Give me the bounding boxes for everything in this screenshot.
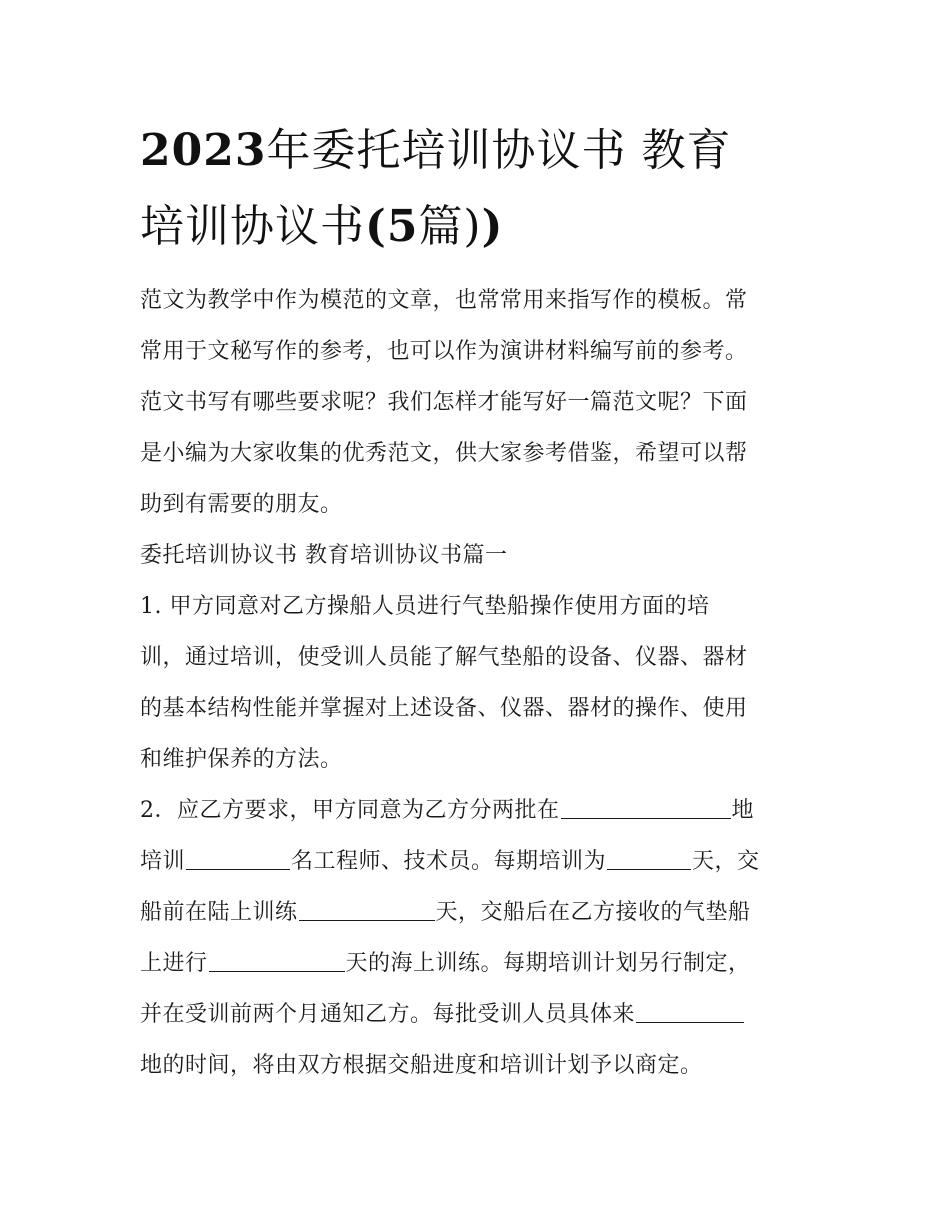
fill-blank-arrival — [636, 992, 744, 1023]
clause2-text: 船前在陆上训练 — [140, 900, 298, 925]
clause2-line: 地的时间，将由双方根据交船进度和培训计划予以商定。 — [140, 1053, 703, 1078]
document-title — [140, 113, 820, 265]
clause2-line — [140, 938, 820, 989]
intro-line: 助到有需要的朋友。 — [140, 492, 343, 517]
fill-blank-count — [186, 839, 290, 870]
clause2-text: 天，交船后在乙方接收的气垫船 — [435, 900, 751, 925]
clause2-text: 天的海上训练。每期培训计划另行制定， — [345, 951, 751, 976]
clause2-line — [140, 836, 820, 887]
clause2-line — [140, 785, 820, 836]
title-close-paren: ) — [481, 201, 504, 252]
intro-line: 范文为教学中作为模范的文章，也常常用来指写作的模板。常 — [140, 288, 748, 313]
section-heading: 委托培训协议书 教育培训协议书篇一 — [140, 543, 508, 568]
clause2-text: 培训 — [140, 849, 186, 874]
intro-line: 常用于文秘写作的参考，也可以作为演讲材料编写前的参考。 — [140, 339, 748, 364]
fill-blank-sea-days — [209, 941, 345, 972]
intro-line: 是小编为大家收集的优秀范文，供大家参考借鉴，希望可以帮 — [140, 441, 748, 466]
title-line2-text: 培训协议书 — [140, 201, 365, 252]
clause2-text: 2．应乙方要求，甲方同意为乙方分两批在 — [140, 798, 560, 823]
title-count-unit: 篇) — [418, 201, 482, 252]
clause2-text: 上进行 — [140, 951, 208, 976]
clause2-line — [140, 989, 820, 1040]
fill-blank-days — [607, 839, 691, 870]
intro-line: 范文书写有哪些要求呢？我们怎样才能写好一篇范文呢？下面 — [140, 390, 748, 415]
clause1-line: 1. 甲方同意对乙方操船人员进行气垫船操作使用方面的培 — [140, 594, 710, 619]
document-body — [140, 275, 820, 1091]
title-count: (5 — [365, 201, 419, 252]
fill-blank-land-days — [299, 890, 435, 921]
title-line1-text: 年委托培训协议书 教育 — [266, 125, 732, 176]
title-year: 2023 — [140, 125, 267, 176]
clause1-line: 的基本结构性能并掌握对上述设备、仪器、器材的操作、使用 — [140, 696, 748, 721]
clause2-text: 天，交 — [692, 849, 760, 874]
fill-blank-location — [561, 788, 731, 819]
clause2-text: 地 — [731, 798, 755, 823]
clause2-text: 并在受训前两个月通知乙方。每批受训人员具体来 — [140, 1002, 636, 1027]
clause1-line: 训，通过培训，使受训人员能了解气垫船的设备、仪器、器材 — [140, 645, 748, 670]
clause2-text: 名工程师、技术员。每期培训为 — [291, 849, 607, 874]
clause2-line — [140, 887, 820, 938]
clause1-line: 和维护保养的方法。 — [140, 747, 343, 772]
